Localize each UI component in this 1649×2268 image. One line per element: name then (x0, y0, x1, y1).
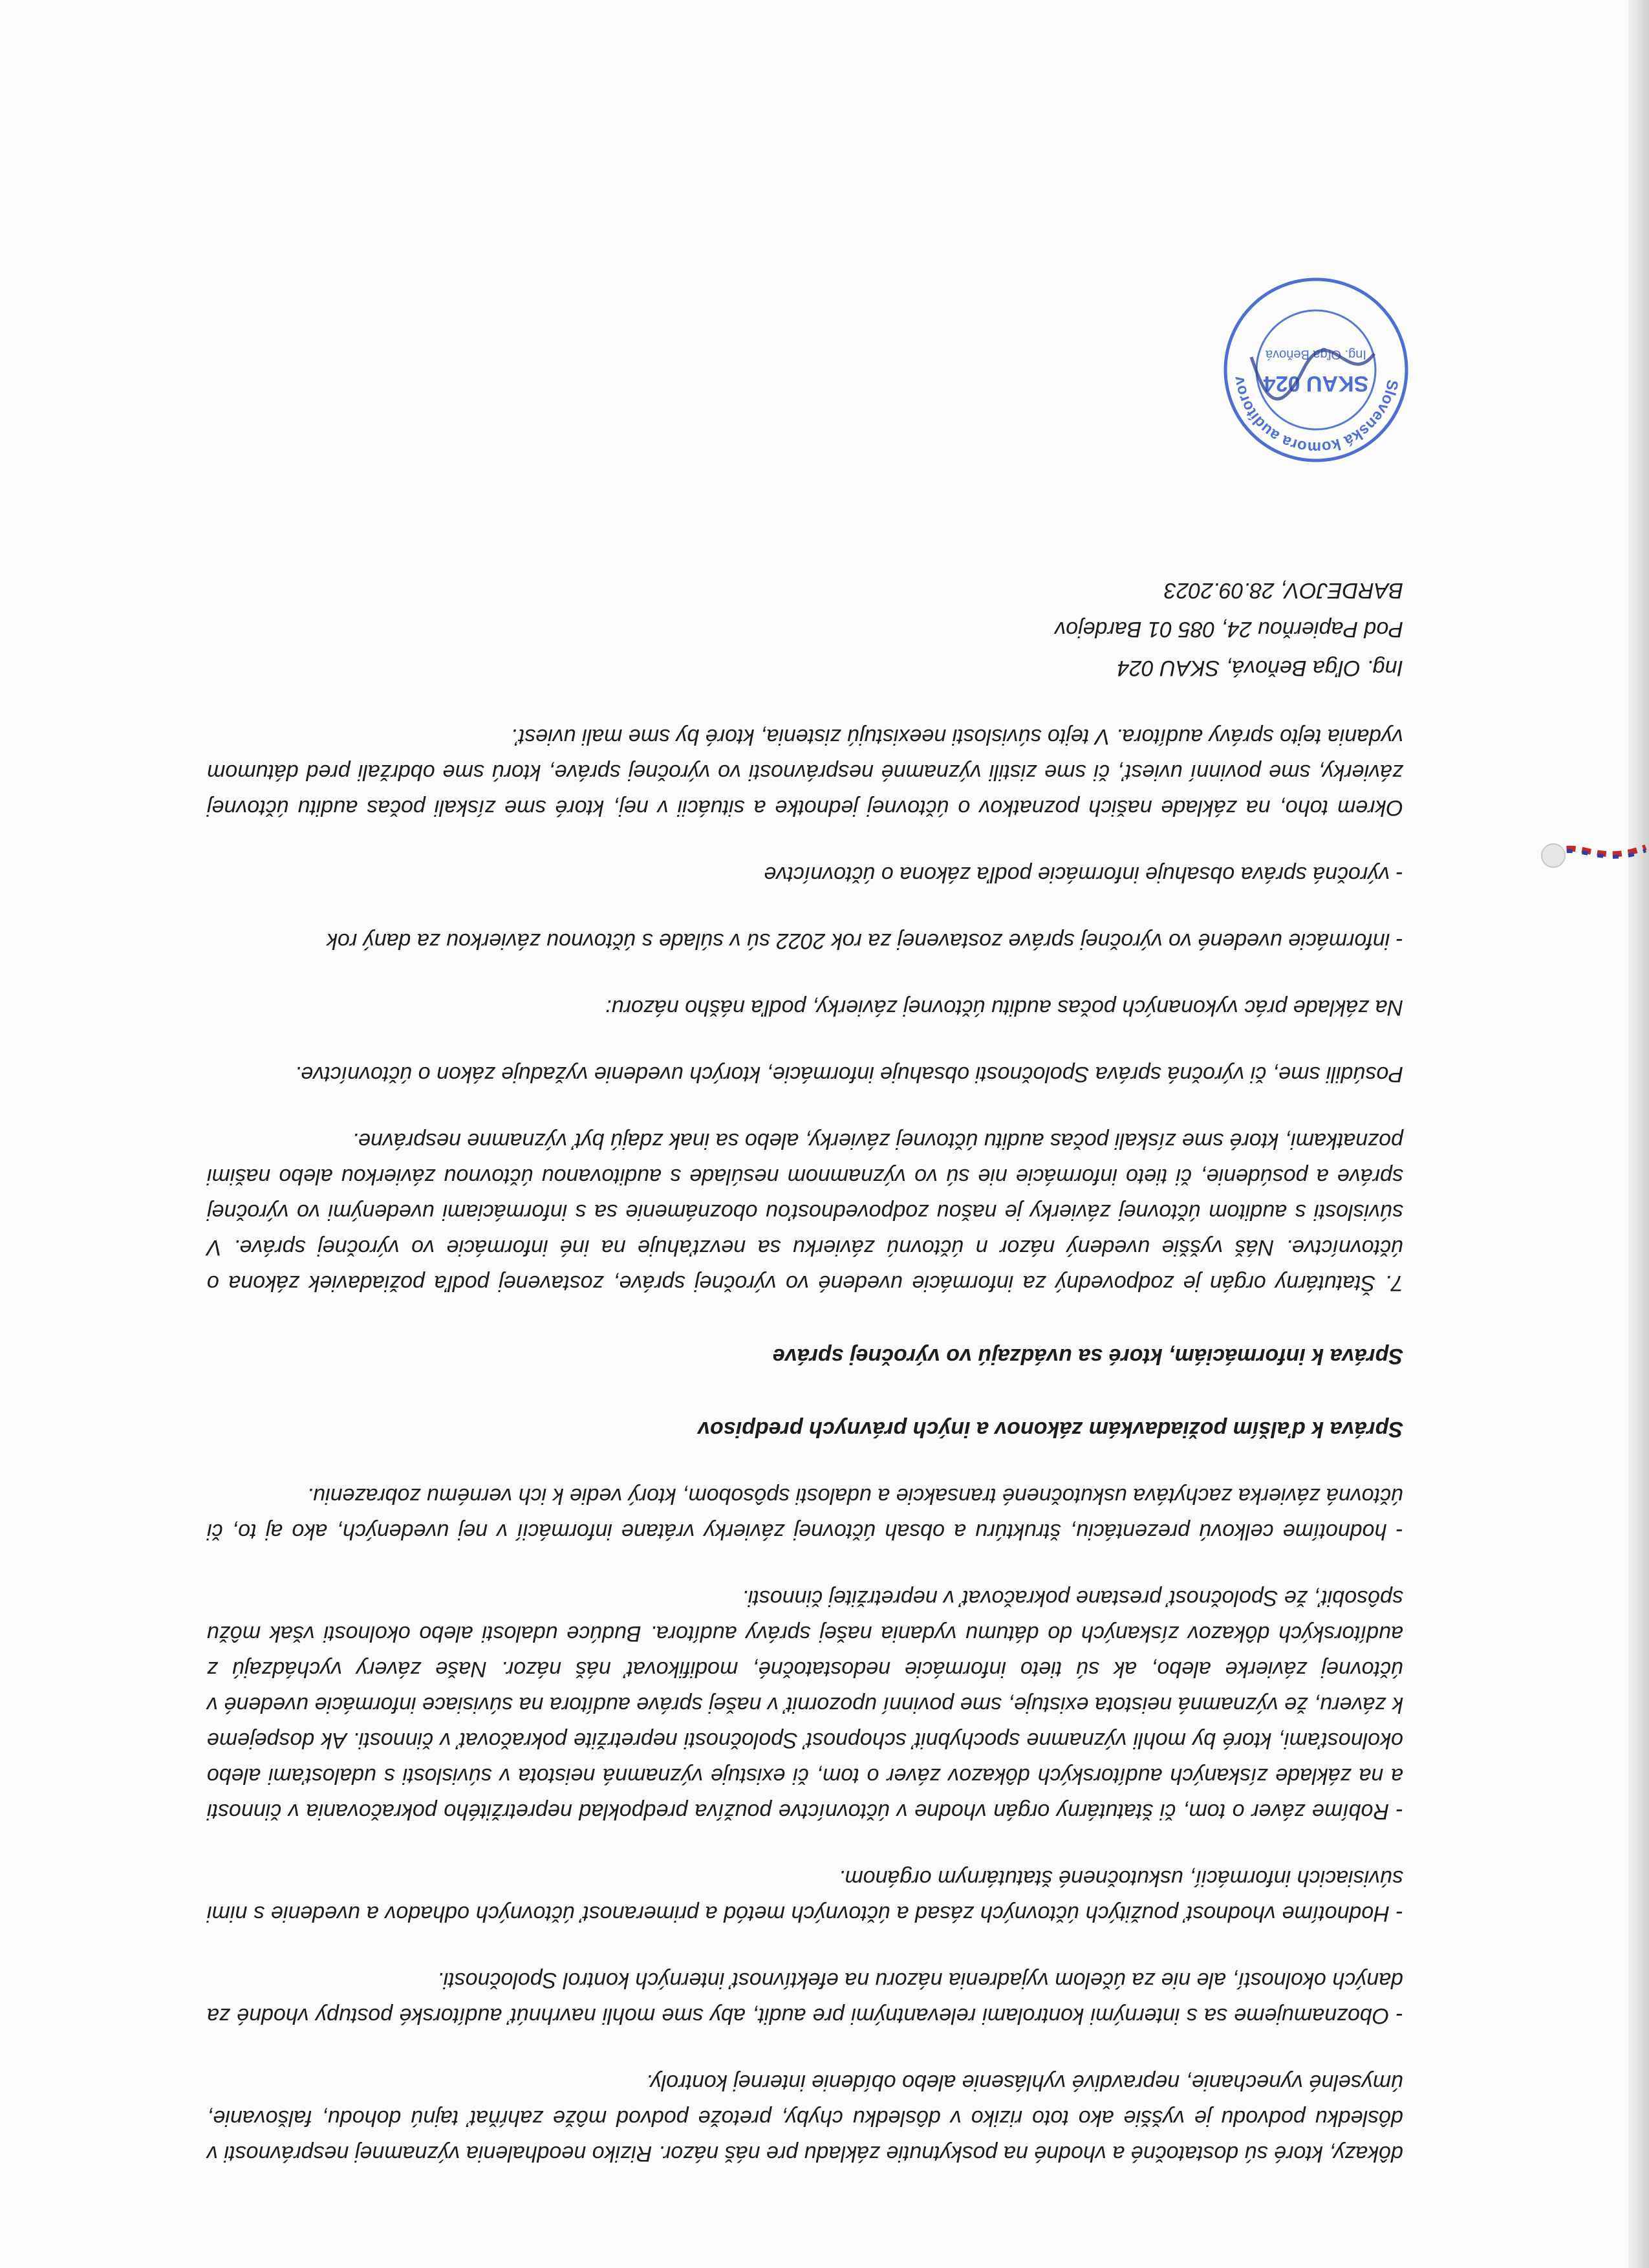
paragraph: Na základe prác vykonaných počas auditu účtovnej závierky, podľa nášho názoru: (605, 995, 1403, 1020)
place-and-date: BARDEJOV, 28.09.2023 (1164, 578, 1403, 603)
paragraph: dôkazy, ktoré sú dostatočné a vhodné na poskytnutie základu pre náš názor. Riziko neodhalenia významnej nesprávnosti v dôsledku podvodu je vyššie ako toto riziko v dôsledku chyby, pretože podvod môže zahŕňať tajnú dohodu, falšovanie, úmyselné vynechanie, nepravdivé vyhlásenie alebo obídenie internej kontroly. (207, 2070, 1403, 2166)
paragraph: - hodnotíme celkovú prezentáciu, štruktúru a obsah účtovnej závierky vrátane informácií v nej uvedených, ako aj to, či účtovná závierka zachytáva uskutočnené transakcie a udalosti spôsobom, ktorý vedie k ich vernému zobrazeniu. (207, 1484, 1403, 1544)
paragraph: - informácie uvedené vo výročnej správe zostavenej za rok 2022 sú v súlade s účtovnou závierkou za daný rok (326, 929, 1403, 953)
paragraph: - Robíme záver o tom, či štatutárny orgán vhodne v účtovníctve používa predpoklad nepretržitého pokračovania v činnosti a na základe získaných audítorských dôkazov záver o tom, či existuje významná neistota v súvislosti s udalosťami alebo okolnosťami, ktoré by mohli významne spochybniť schopnosť Spoločnosti nepretržite pokračovať v činnosti. Ak dospejeme k záveru, že významná neistota existuje, sme povinní upozorniť v našej správe audítora na súvisiace informácie uvedené v účtovnej závierke alebo, ak sú tieto informácie nedostatočné, modifikovať náš názor. Naše závery vychádzajú z audítorských dôkazov získaných do dátumu vydania našej správy audítora. Budúce udalosti alebo okolnosti však môžu spôsobiť, že Spoločnosť prestane pokračovať v nepretržitej činnosti. (207, 1586, 1403, 1824)
paragraph: 7. Štatutárny orgán je zodpovedný za informácie uvedené vo výročnej správe, zostavenej podľa požiadaviek zákona o účtovníctve. Náš vyššie uvedený názor n účtovnú závierku sa nevzťahuje na iné informácie vo výročnej správe. V súvislosti s auditom účtovnej závierky je našou zodpovednosťou oboznámenie sa s informáciami uvedenými vo výročnej správe a posúdenie, či tieto informácie nie sú vo významnom nesúlade s auditovanou účtovnou závierkou alebo našimi poznatkami, ktoré sme získali počas auditu účtovnej závierky, alebo sa inak zdajú byť významne nesprávne. (207, 1129, 1403, 1295)
paragraph: - Oboznamujeme sa s internými kontrolami relevantnými pre audit, aby sme mohli navrhnúť audítorské postupy vhodné za daných okolností, ale nie za účelom vyjadrenia názoru na efektívnosť interných kontrol Spoločnosti. (207, 1968, 1403, 2028)
section-heading: Správa k informáciám, ktoré sa uvádzajú vo výročnej správe (772, 1344, 1403, 1368)
paragraph: - výročná správa obsahuje informácie podľa zákona o účtovníctve (764, 862, 1403, 887)
signatory-name: Ing. Oľga Beňová, SKAU 024 (1117, 656, 1403, 680)
stamp-center-text: SKAU 024 (1263, 371, 1369, 396)
stamp-name-text: Ing. Oľga Beňová (1266, 347, 1366, 362)
paragraph: Posúdili sme, či výročná správa Spoločnosti obsahuje informácie, ktorých uvedenie vyžaduje zákon o účtovníctve. (294, 1062, 1403, 1086)
document-body (207, 571, 1403, 2171)
section-heading: Správa k ďalším požiadavkám zákonov a iných právnych predpisov (698, 1417, 1403, 1442)
audit-seal-stamp (1219, 273, 1413, 467)
signatory-address: Pod Papierňou 24, 085 01 Bardejov (1055, 617, 1403, 642)
signature-block (207, 571, 1403, 687)
paragraph: - Hodnotíme vhodnosť použitých účtovných zásad a účtovných metód a primeranosť účtovných odhadov a uvedenie s nimi súvisiacich informácií, uskutočnené štatutárnym orgánom. (207, 1866, 1403, 1926)
stamp-ring-text: Slovenská komora audítorov (1230, 375, 1401, 457)
paragraph: Okrem toho, na základe našich poznatkov o účtovnej jednotke a situácii v nej, ktoré sme získali počas auditu účtovnej závierky, sme povinní uviesť, či sme zistili významné nesprávnosti vo výročnej správe, ktorú sme obdržali pred dátumom vydania tejto správy audítora. V tejto súvislosti neexistujú zistenia, ktoré by sme mali uviesť. (207, 724, 1403, 820)
